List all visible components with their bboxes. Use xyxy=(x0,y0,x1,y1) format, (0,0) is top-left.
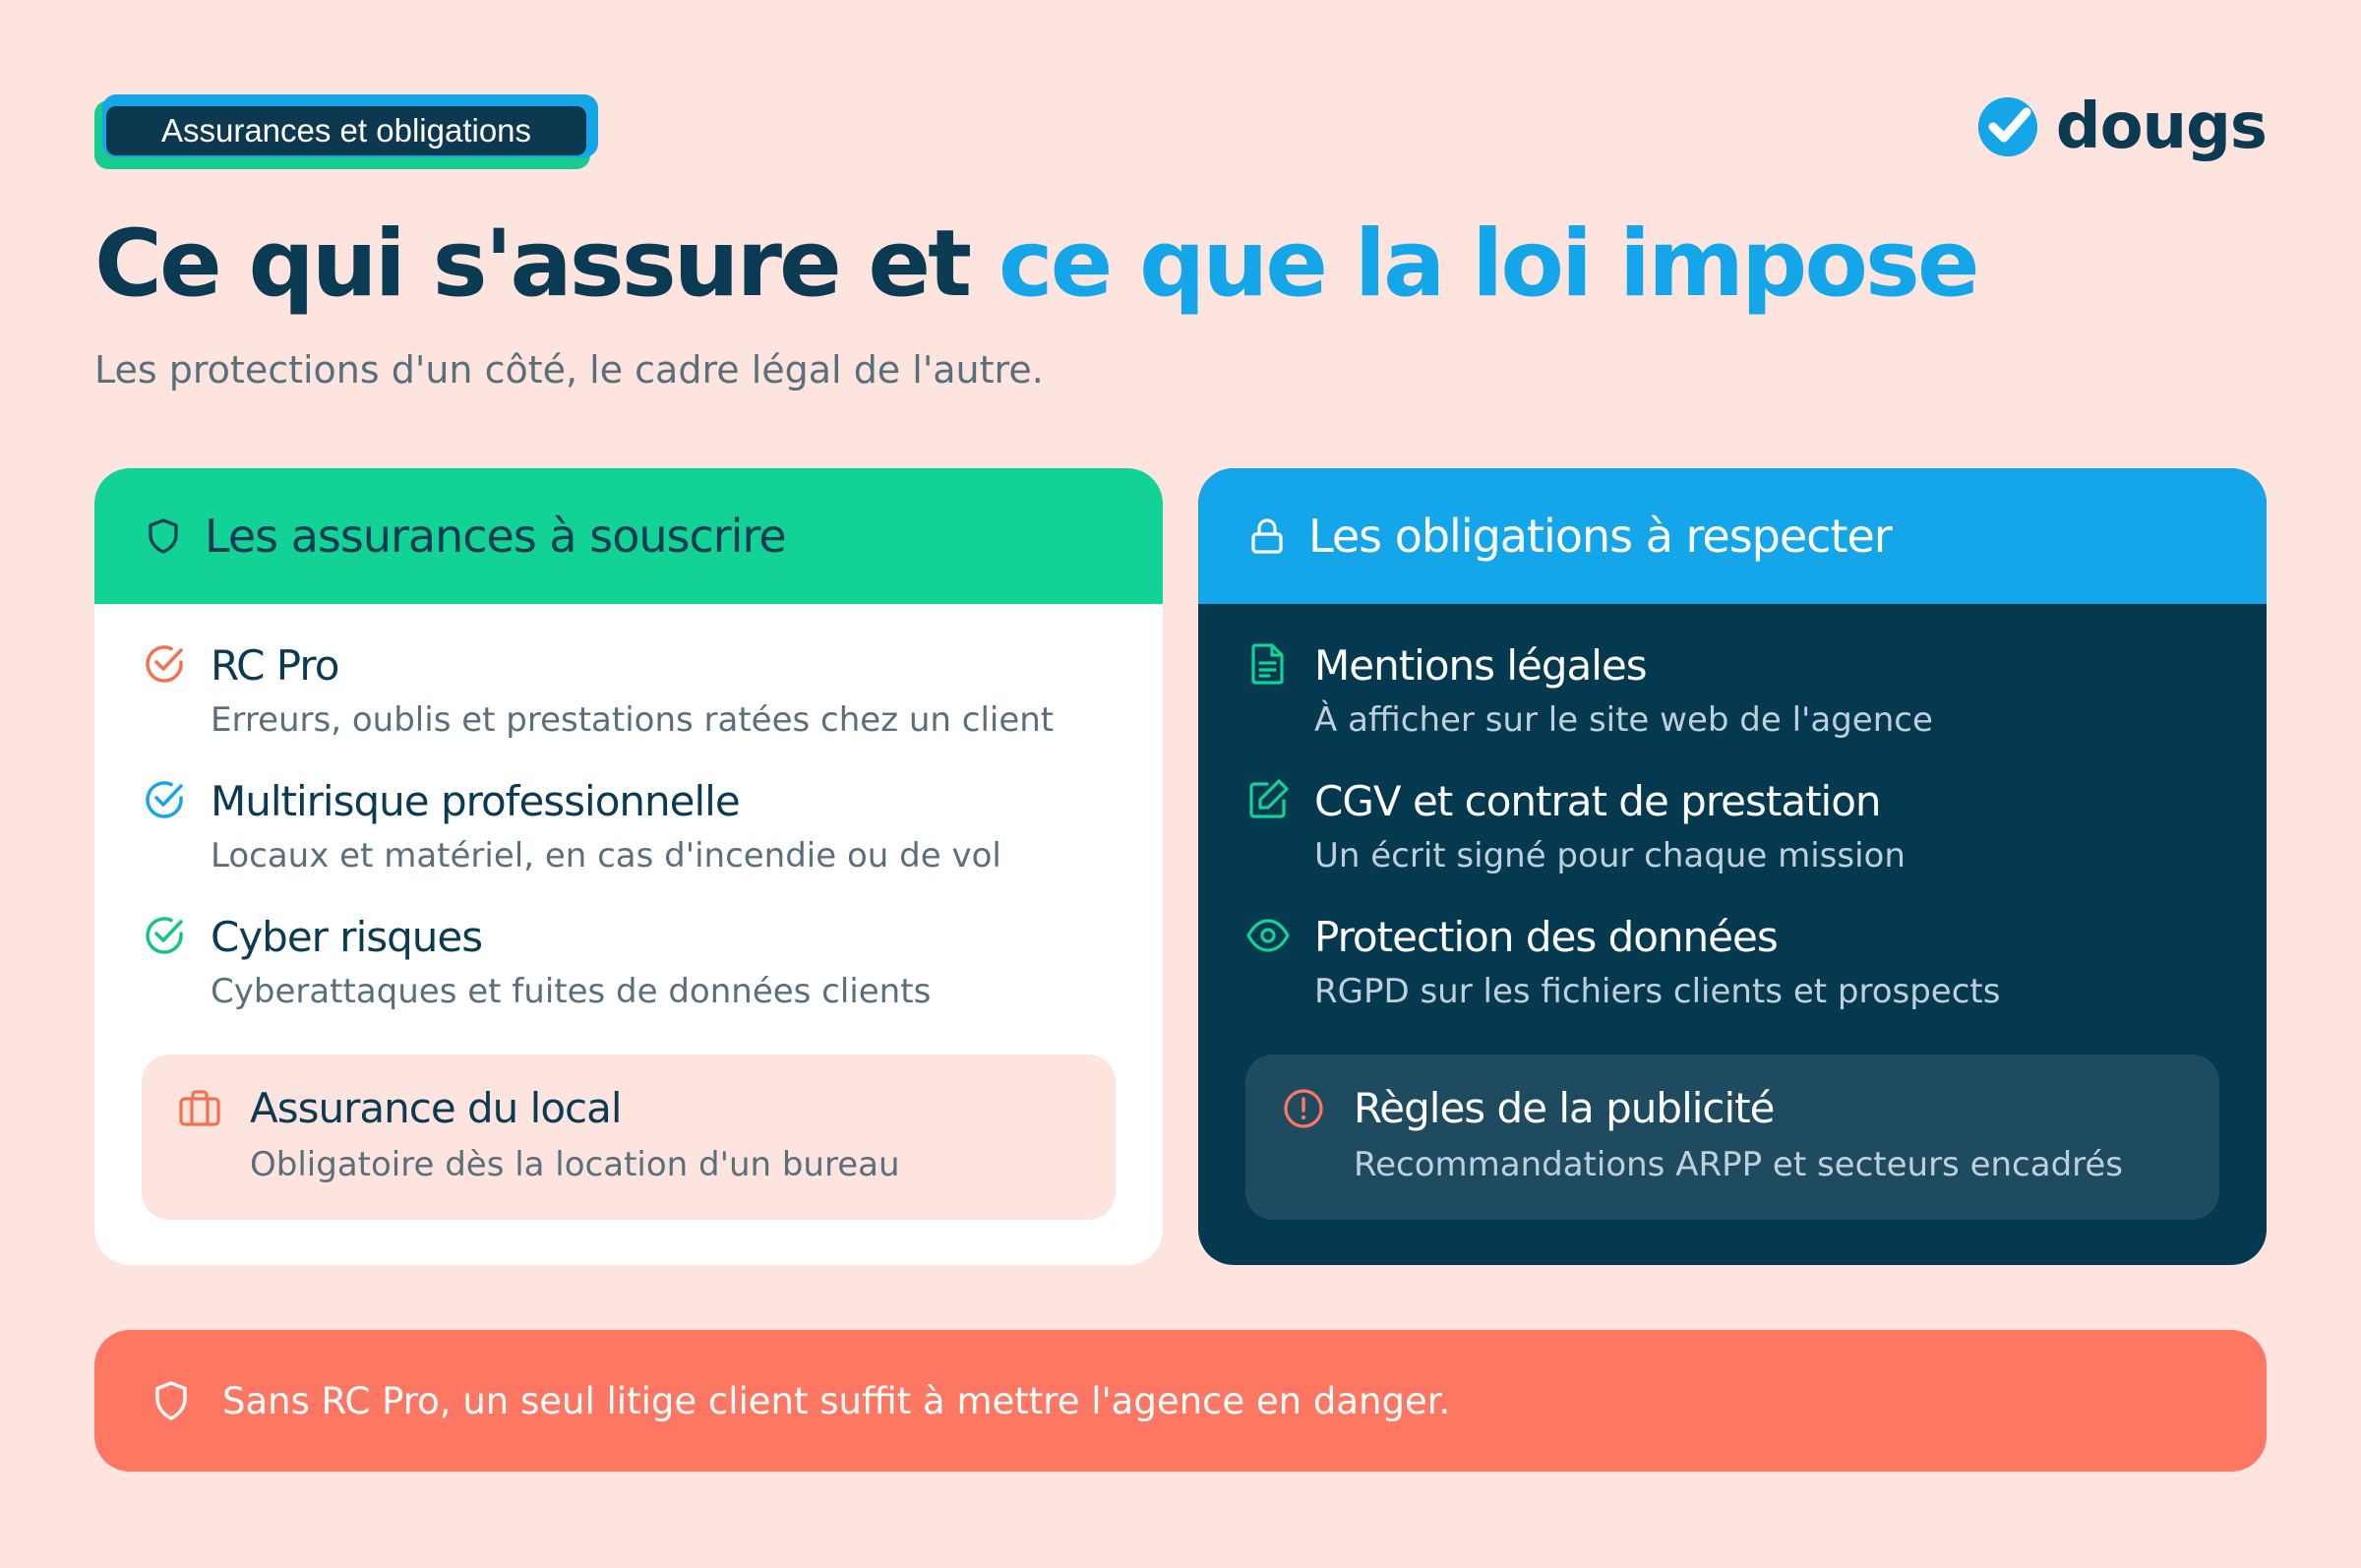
banner-text: Sans RC Pro, un seul litige client suffit à mettre l'agence en danger. xyxy=(222,1379,1451,1422)
insurances-card-title: Les assurances à souscrire xyxy=(205,510,786,563)
lock-icon xyxy=(1247,516,1287,556)
list-item xyxy=(142,641,1116,777)
item-title: CGV et contrat de prestation xyxy=(1314,777,1881,825)
category-tag-label: Assurances et obligations xyxy=(106,106,586,155)
item-title: Protection des données xyxy=(1314,913,1778,961)
list-item xyxy=(1245,777,2219,913)
warning-banner xyxy=(94,1330,2267,1472)
check-circle-icon xyxy=(142,641,187,687)
briefcase-icon xyxy=(177,1086,222,1131)
title-part2: ce que la loi impose xyxy=(998,211,1977,318)
box-description: Obligatoire dès la location d'un bureau xyxy=(250,1145,900,1184)
logo-text: dougs xyxy=(2055,90,2267,163)
eye-icon xyxy=(1245,913,1291,958)
alert-circle-icon xyxy=(1281,1086,1326,1131)
check-circle-icon xyxy=(142,913,187,958)
obligations-card-title: Les obligations à respecter xyxy=(1308,510,1892,563)
item-description: Erreurs, oublis et prestations ratées chez un client xyxy=(211,700,1055,740)
box-description: Recommandations ARPP et secteurs encadrés xyxy=(1354,1145,2124,1184)
list-item xyxy=(1245,641,2219,777)
shield-icon xyxy=(150,1379,193,1422)
box-title: Assurance du local xyxy=(250,1084,622,1132)
edit-icon xyxy=(1245,777,1291,822)
dougs-logo xyxy=(1975,90,2267,163)
page-title xyxy=(94,211,1977,318)
item-title: Cyber risques xyxy=(211,913,483,961)
list-item xyxy=(142,913,1116,1049)
category-tag xyxy=(94,94,598,169)
item-title: Multirisque professionnelle xyxy=(211,777,740,825)
item-description: Locaux et matériel, en cas d'incendie ou de vol xyxy=(211,836,1001,875)
logo-check-icon xyxy=(1975,94,2040,159)
page-subtitle: Les protections d'un côté, le cadre légal de l'autre. xyxy=(94,348,1044,392)
check-circle-icon xyxy=(142,777,187,822)
list-item xyxy=(1245,913,2219,1049)
item-description: À afficher sur le site web de l'agence xyxy=(1314,700,1933,740)
item-description: Cyberattaques et fuites de données clients xyxy=(211,972,932,1011)
insurances-card xyxy=(94,468,1163,1265)
document-icon xyxy=(1245,641,1291,687)
box-title: Règles de la publicité xyxy=(1354,1084,1775,1132)
item-title: RC Pro xyxy=(211,641,339,690)
shield-icon xyxy=(144,516,183,556)
list-item xyxy=(142,777,1116,913)
mandatory-insurance-box xyxy=(142,1055,1116,1220)
advertising-rules-box xyxy=(1245,1055,2219,1220)
title-part1: Ce qui s'assure et xyxy=(94,211,970,318)
item-description: RGPD sur les fichiers clients et prospects xyxy=(1314,972,2001,1011)
insurances-list xyxy=(142,641,1116,1049)
obligations-list xyxy=(1245,641,2219,1049)
item-description: Un écrit signé pour chaque mission xyxy=(1314,836,1906,875)
item-title: Mentions légales xyxy=(1314,641,1647,690)
insurances-card-header xyxy=(94,468,1163,604)
obligations-card-header xyxy=(1198,468,2267,604)
obligations-card xyxy=(1198,468,2267,1265)
